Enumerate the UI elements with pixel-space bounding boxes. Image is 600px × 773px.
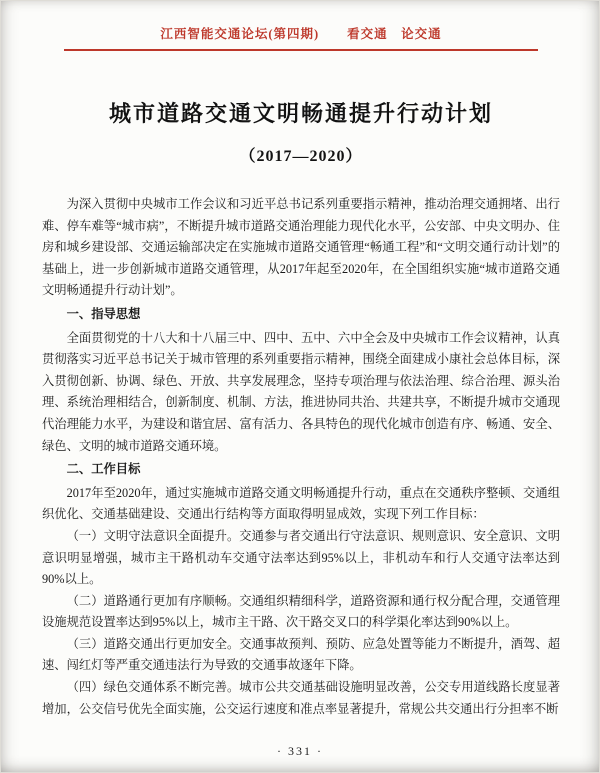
column-label: 看交通 论交通 (347, 27, 442, 41)
paragraph: 2017年至2020年，通过实施城市道路交通文明畅通提升行动，重点在交通秩序整顿、交通组织优化、交通基础建设、交通出行结构等方面取得明显成效，实现下列工作目标： (42, 485, 560, 522)
page-number: · 331 · (277, 744, 323, 758)
paragraph: 为深入贯彻中央城市工作会议和习近平总书记系列重要指示精神，推动治理交通拥堵、出行难、停车难等“城市病”，不断提升城市道路交通治理能力现代化水平，公安部、中央文明办、住房和城乡建设部、交通运输部决定在实施城市道路交通管理“畅通工程”和“文明交通行动计划”的基础上，进一步创新城市道路交通管理，从2017年起至2020年，在全国组织实施“城市道路交通文明畅通提升行动计划”。 (42, 197, 560, 298)
header-rule (64, 49, 538, 51)
paragraph: 全面贯彻党的十八大和十八届三中、四中、五中、六中全会及中央城市工作会议精神，认真贯彻落实习近平总书记关于城市管理的系列重要指示精神，围绕全面建成小康社会总体目标，深入贯彻创新、协调、绿色、开放、共享发展理念，坚持专项治理与依法治理、综合治理、源头治理、系统治理相结合，创新制度、机制、方法，推进协同共治、共建共享，不断提升城市交通现代治理能力水平，为建设和谐宜居、富有活力、各具特色的现代化城市创造有序、畅通、安全、绿色、文明的城市道路交通环境。 (42, 330, 560, 453)
document-title: 城市道路交通文明畅通提升行动计划 (108, 101, 493, 126)
paragraph: （一）文明守法意识全面提升。交通参与者交通出行守法意识、规则意识、安全意识、文明意识明显增强，城市主干路机动车交通守法率达到95%以上，非机动车和行人交通守法率达到90%以上。 (42, 528, 560, 587)
page-header (42, 24, 560, 42)
journal-title: 江西智能交通论坛(第四期) (160, 27, 320, 41)
section-heading: 一、指导思想 (66, 306, 141, 321)
paragraph: （四）绿色交通体系不断完善。城市公共交通基础设施明显改善，公交专用道线路长度显著增加，公交信号优先全面实施，公交运行速度和准点率显著提升，常规公共交通出行分担率不断 (42, 680, 560, 716)
paragraph: （三）道路交通出行更加安全。交通事故预判、预防、应急处置等能力不断提升，酒驾、超速、闯红灯等严重交通违法行为导致的交通事故逐年下降。 (42, 636, 560, 673)
paragraph: （二）道路通行更加有序顺畅。交通组织精细科学，道路资源和通行权分配合理，交通管理设施规范设置率达到95%以上，城市主干路、次干路交叉口的科学渠化率达到90%以上。 (42, 593, 560, 630)
document-body (42, 194, 560, 720)
section-heading: 二、工作目标 (66, 462, 141, 477)
document-year-range: （2017—2020） (239, 148, 363, 165)
